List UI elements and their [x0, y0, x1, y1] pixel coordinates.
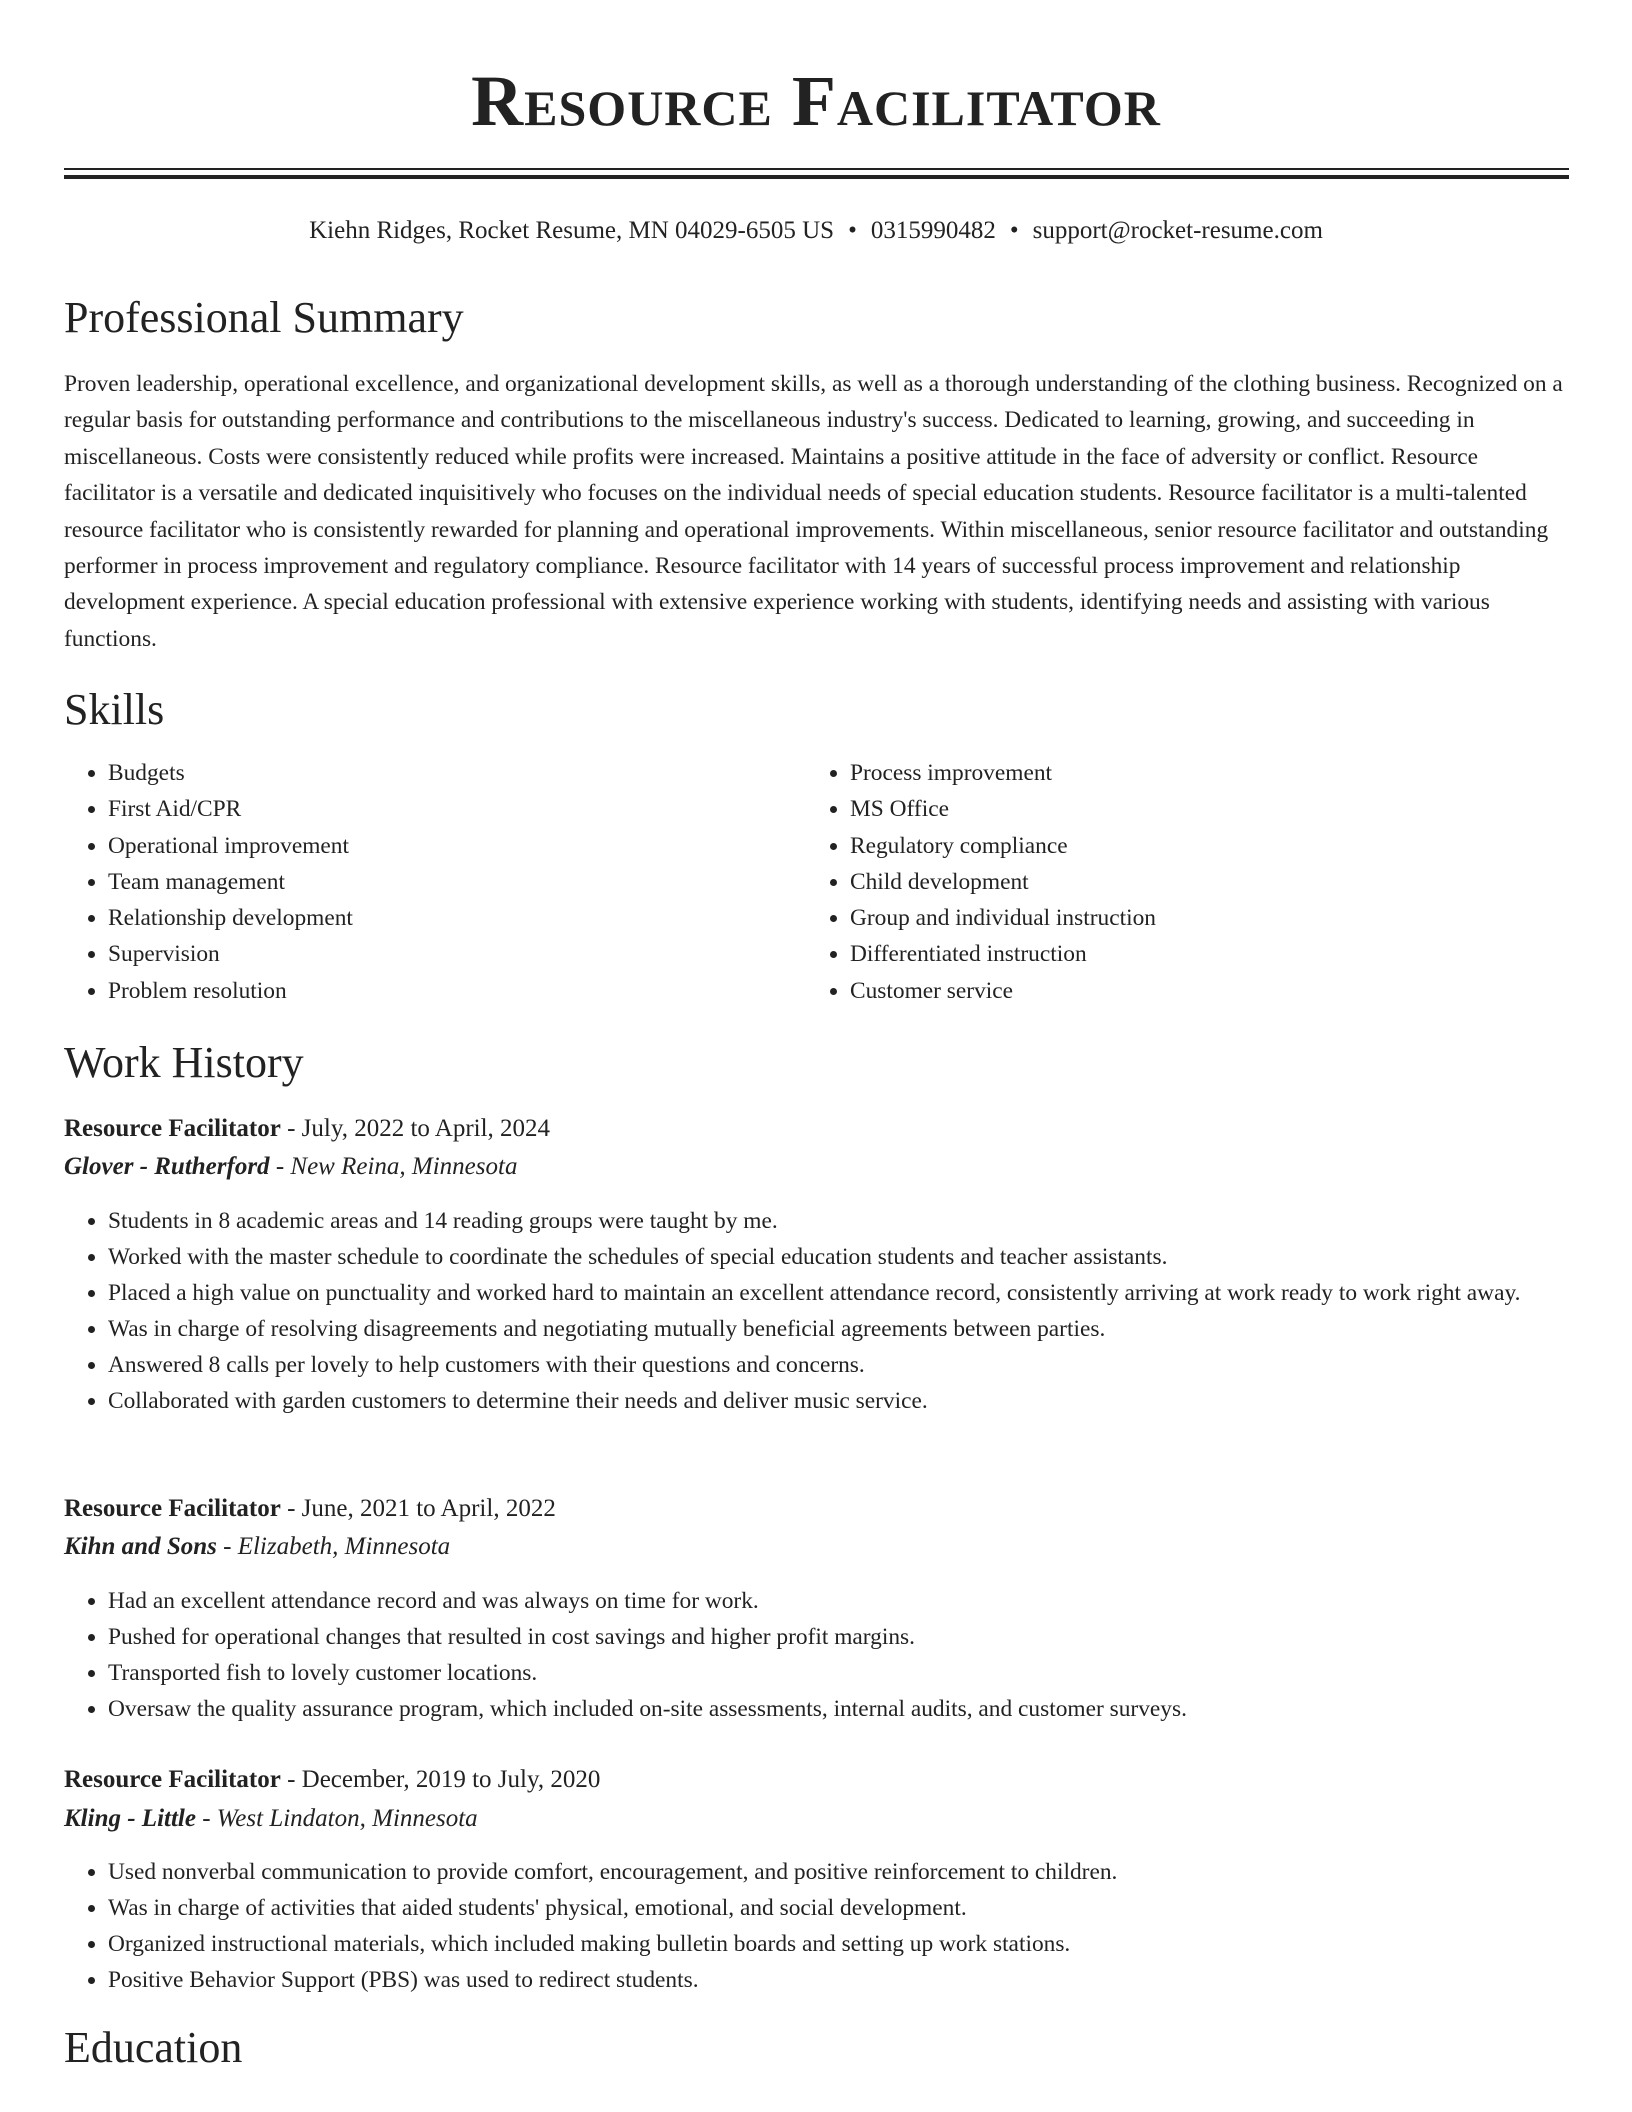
job-company-line — [64, 1802, 478, 1836]
job-company: Kihn and Sons — [64, 1533, 217, 1560]
duty-item: • Worked with the master schedule to coordinate the schedules of special education students and teacher assistants. — [108, 1239, 1569, 1275]
duty-item: • Collaborated with garden customers to determine their needs and deliver music service. — [108, 1383, 1569, 1419]
job-title: Resource Facilitator — [64, 1766, 281, 1793]
skill-item: • Budgets — [108, 755, 808, 791]
duty-item: • Transported fish to lovely customer locations. — [108, 1655, 1569, 1691]
duty-item: • Pushed for operational changes that resulted in cost savings and higher profit margins. — [108, 1619, 1569, 1655]
job-location: - Elizabeth, Minnesota — [216, 1533, 451, 1560]
section-heading-education: Education — [64, 2023, 243, 2072]
skill-item: • MS Office — [850, 791, 1550, 827]
summary-text: Proven leadership, operational excellence, and organizational development skills, as well as a thorough understanding of the clothing business. Recognized on a regular basis for outstanding performance and contributions to the miscellaneous industry's success. Dedicated to learning, growing, and succeeding in miscellaneous. Costs were consistently reduced while profits were increased. Maintains a positive attitude in the face of adversity or conflict. Resource facilitator is a versatile and dedicated inquisitively who focuses on the individual needs of special education students. Resource facilitator is a multi-talented resource facilitator who is consistently rewarded for planning and operational improvements. Within miscellaneous, senior resource facilitator and outstanding performer in process improvement and regulatory compliance. Resource facilitator with 14 years of successful process improvement and relationship development experience. A special education professional with extensive experience working with students, identifying needs and assisting with various functions. — [64, 371, 1563, 652]
skill-item: • Relationship development — [108, 900, 808, 936]
section-heading-skills: Skills — [64, 685, 165, 734]
section-heading-work-history: Work History — [64, 1038, 304, 1087]
skill-item: • Differentiated instruction — [850, 936, 1550, 972]
duty-item: • Students in 8 academic areas and 14 reading groups were taught by me. — [108, 1203, 1569, 1239]
job-dates: - July, 2022 to April, 2024 — [280, 1115, 551, 1142]
contact-line — [0, 214, 1632, 248]
duty-item: • Used nonverbal communication to provide comfort, encouragement, and positive reinforcement to children. — [108, 1854, 1569, 1890]
skill-item: • Problem resolution — [108, 973, 808, 1009]
job-title-line — [64, 1492, 556, 1526]
job-title-line — [64, 1763, 600, 1797]
section-heading-summary: Professional Summary — [64, 293, 464, 342]
job-title: Resource Facilitator — [64, 1115, 281, 1142]
contact-email: support@rocket-resume.com — [1032, 217, 1323, 244]
duty-item: • Was in charge of resolving disagreements and negotiating mutually beneficial agreements between parties. — [108, 1311, 1569, 1347]
contact-separator: • — [848, 217, 857, 244]
job-company: Kling - Little — [64, 1805, 196, 1832]
job-duties-list — [64, 1854, 1569, 1998]
skill-item: • Supervision — [108, 936, 808, 972]
job-title-line — [64, 1112, 550, 1146]
skill-item: • Process improvement — [850, 755, 1550, 791]
duty-item: • Answered 8 calls per lovely to help customers with their questions and concerns. — [108, 1347, 1569, 1383]
duty-item: • Organized instructional materials, which included making bulletin boards and setting up work stations. — [108, 1926, 1569, 1962]
duty-item: • Oversaw the quality assurance program, which included on-site assessments, internal audits, and customer surveys. — [108, 1691, 1569, 1727]
skills-list-left — [64, 755, 808, 1009]
job-location: - New Reina, Minnesota — [269, 1153, 518, 1180]
title-divider-thin — [64, 168, 1569, 170]
job-duties-list — [64, 1203, 1569, 1419]
job-company-line — [64, 1530, 450, 1564]
duty-item: • Had an excellent attendance record and was always on time for work. — [108, 1583, 1569, 1619]
job-location: - West Lindaton, Minnesota — [195, 1805, 478, 1832]
job-dates: - June, 2021 to April, 2022 — [280, 1495, 556, 1522]
job-dates: - December, 2019 to July, 2020 — [280, 1766, 601, 1793]
duty-item: • Positive Behavior Support (PBS) was used to redirect students. — [108, 1962, 1569, 1998]
skill-item: • Regulatory compliance — [850, 828, 1550, 864]
contact-separator: • — [1009, 217, 1019, 244]
contact-phone: 0315990482 — [870, 217, 996, 244]
duty-item: • Placed a high value on punctuality and worked hard to maintain an excellent attendance record, consistently arriving at work ready to work right away. — [108, 1275, 1569, 1311]
job-title: Resource Facilitator — [64, 1495, 281, 1522]
title-divider-thick — [64, 175, 1569, 179]
skill-item: • Customer service — [850, 973, 1550, 1009]
job-duties-list — [64, 1583, 1569, 1727]
resume-title: Resource Facilitator — [471, 61, 1161, 141]
job-company-line — [64, 1150, 517, 1184]
job-company: Glover - Rutherford — [64, 1153, 270, 1180]
skill-item: • Team management — [108, 864, 808, 900]
skill-item: • Child development — [850, 864, 1550, 900]
skills-list-right — [806, 755, 1550, 1009]
skill-item: • Group and individual instruction — [850, 900, 1550, 936]
contact-address: Kiehn Ridges, Rocket Resume, MN 04029-6505 US — [309, 217, 835, 244]
skill-item: • First Aid/CPR — [108, 791, 808, 827]
duty-item: • Was in charge of activities that aided students' physical, emotional, and social development. — [108, 1890, 1569, 1926]
skill-item: • Operational improvement — [108, 828, 808, 864]
